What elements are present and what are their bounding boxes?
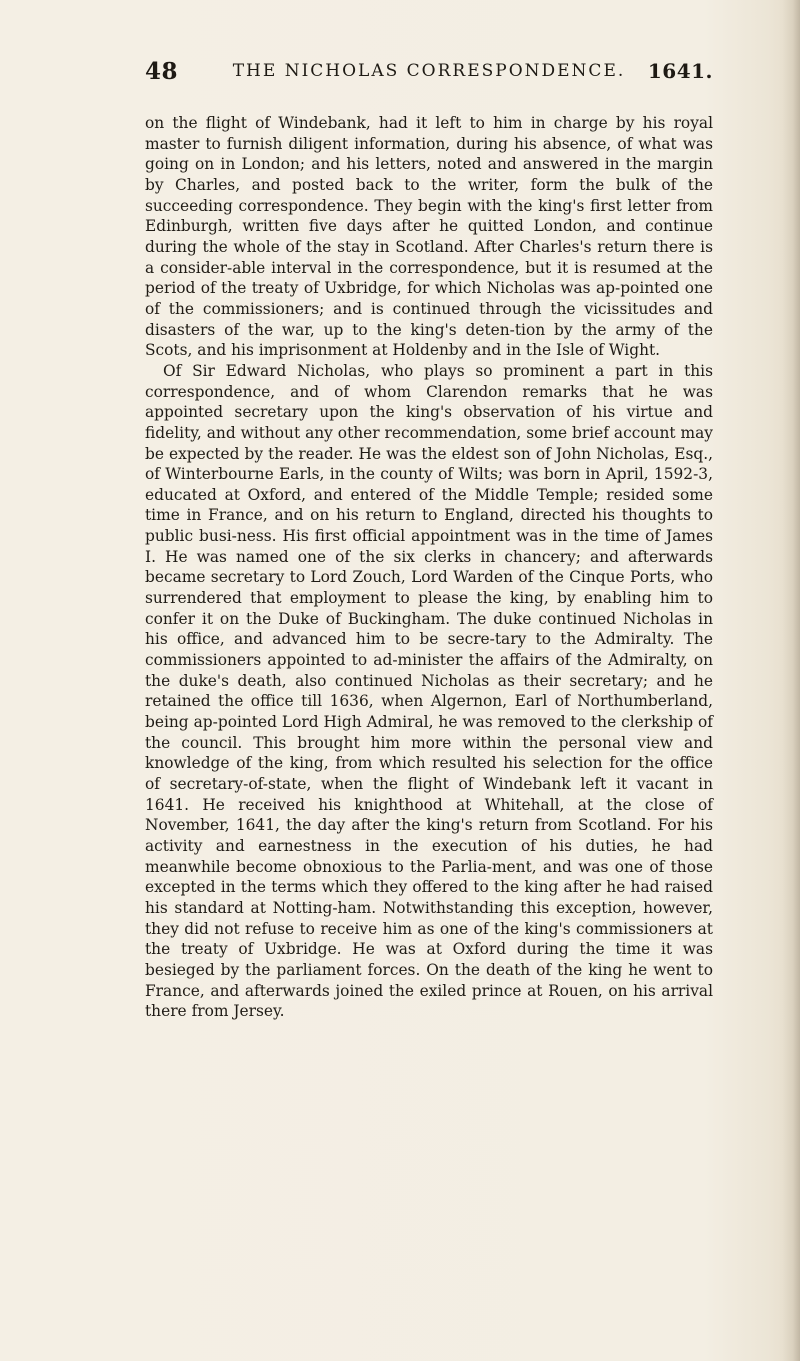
running-title: THE NICHOLAS CORRESPONDENCE. [232,61,626,81]
paragraph-continued: on the flight of Windebank, had it left to him in charge by his royal master to furnish diligent information, during his absence, of what was going on in London; and his letters, noted and answered in the margin by Charles, and posted back to the writer, form the bulk of the succeeding correspondence. They begin with the king's first letter from Edinburgh, written five days after he quitted London, and continue during the whole of the stay in Scotland. After Charles's return there is a consider-able interval in the correspondence, but it is resumed at the period of the treaty of Uxbridge, for which Nicholas was ap-pointed one of the commissioners; and is continued through the vicissitudes and disasters of the war, up to the king's deten-tion by the army of the Scots, and his imprisonment at Holdenby and in the Isle of Wight. [145,114,713,360]
paragraph-sir-edward-nicholas: Of Sir Edward Nicholas, who plays so prominent a part in this correspondence, and of whom Clarendon remarks that he was appointed secretary upon the king's observation of his virtue and fidelity, and without any other recommendation, some brief account may be expected by the reader. He was the eldest son of John Nicholas, Esq., of Winterbourne Earls, in the county of Wilts; was born in April, 1592-3, educated at Oxford, and entered of the Middle Temple; resided some time in France, and on his return to England, directed his thoughts to public busi-ness. His first official appointment was in the time of James I. He was named one of the six clerks in chancery; and afterwards became secretary to Lord Zouch, Lord Warden of the Cinque Ports, who surrendered that employment to please the king, by enabling him to confer it on the Duke of Buckingham. The duke continued Nicholas in his office, and advanced him to be secre-tary to the Admiralty. The commissioners appointed to ad-minister the affairs of the Admiralty, on the duke's death, also continued Nicholas as their secretary; and he retained the office till 1636, when Algernon, Earl of Northumberland, being ap-pointed Lord High Admiral, he was removed to the clerkship of the council. This brought him more within the personal view and knowledge of the king, from which resulted his selection for the office of secretary-of-state, when the flight of Windebank left it vacant in 1641. He received his knighthood at Whitehall, at the close of November, 1641, the day after the king's return from Scotland. For his activity and earnestness in the execution of his duties, he had meanwhile become obnoxious to the Parlia-ment, and was one of those excepted in the terms which they offered to the king after he had raised his standard at Notting-ham. Notwithstanding this exception, however, they did not refuse to receive him as one of the king's commissioners at the treaty of Uxbridge. He was at Oxford during the time it was besieged by the parliament forces. On the death of the king he went to France, and afterwards joined the exiled prince at Rouen, on his arrival there from Jersey. [145,361,713,1021]
body-text [145,113,713,1022]
running-year: 1641. [647,59,713,83]
page-number: 48 [145,58,179,85]
running-header [145,58,713,94]
page-edge-shadow [782,0,800,1361]
